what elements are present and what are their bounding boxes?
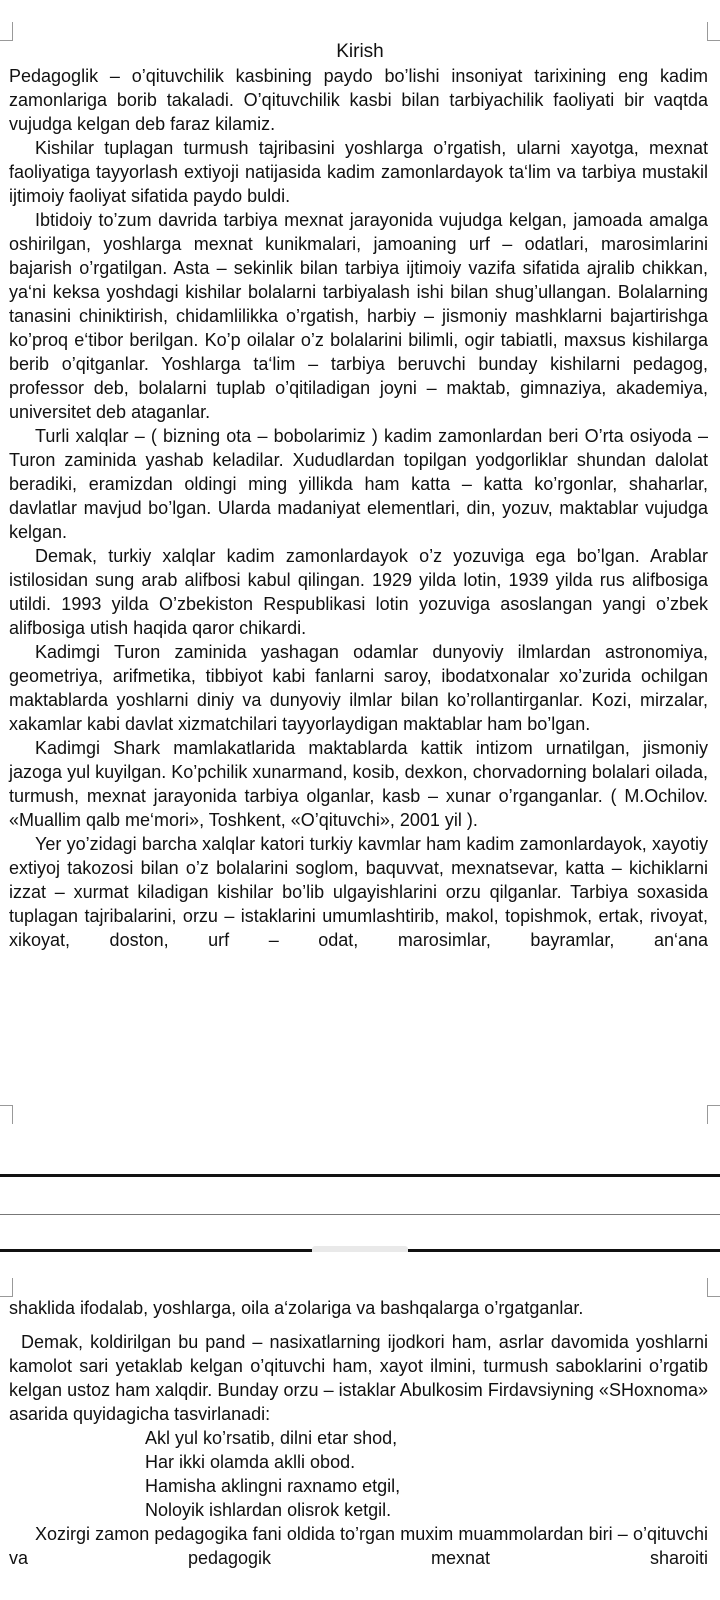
page-body <box>9 64 708 952</box>
paragraph: Ibtidoiy to’zum davrida tarbiya mexnat jarayonida vujudga kelgan, jamoada amalga oshirilgan, yoshlarga mexnat kunikmalari, jamoaning urf – odatlari, marosimlarini bajarish o’rgatilgan. Asta – sekinlik bilan tarbiya ijtimoiy vazifa sifatida ajralib chikkan, ya‘ni keksa yoshdagi kishilar bolalarni tarbiyalash ishi bilan shug’ullangan. Bolalarning tanasini chiniktirish, chidamlilikka o’rgatish, harbiy – jismoniy mashklarni bajartirishga ko’proq e‘tibor berilgan. Ko’p oilalar o’z bolalarini bilimli, ogir tabiatli, maxsus kishilarga berib o’qitganlar. Yoshlarga ta‘lim – tarbiya beruvchi bunday kishilarni pedagog, professor deb, bolalarni tuplab o’qitiladigan joyni – maktab, gimnaziya, akademiya, universitet deb ataganlar. <box>9 210 708 422</box>
page-title: Kirish <box>336 41 384 62</box>
page-body <box>9 1296 708 1570</box>
page-separator <box>0 1214 720 1215</box>
page-separator <box>0 1174 720 1177</box>
paragraph: Kadimgi Turon zaminida yashagan odamlar dunyoviy ilmlardan astronomiya, geometriya, arifmetika, tibbiyot kabi fanlarni saroy, ibodatxonalar xo’zurida ochilgan maktablarda yoshlarni diniy va dunyoviy ilmlar bilan ko’rollantirganlar. Kozi, mirzalar, xakamlar kabi davlat xizmatchilari tayyorlaydigan maktablar ham bo’lgan. <box>9 642 708 734</box>
paragraph: shaklida ifodalab, yoshlarga, oila a‘zolariga va bashqalarga o’rgatganlar. <box>9 1298 584 1318</box>
poem-quote <box>145 1426 708 1522</box>
page-corner-mark <box>0 1105 13 1124</box>
paragraph: Demak, turkiy xalqlar kadim zamonlardayok o’z yozuviga ega bo’lgan. Arablar istilosidan sung arab alifbosi kabul qilingan. 1929 yilda lotin, 1939 yilda rus alifbosiga utildi. 1993 yilda O’zbekiston Respublikasi lotin yozuviga asoslangan yangi o’zbek alifbosiga utish haqida qaror chikardi. <box>9 546 708 638</box>
paragraph: Xozirgi zamon pedagogika fani oldida to’rgan muxim muammolardan biri – o’qituvchi va pedagogik mexnat sharoiti <box>9 1524 708 1568</box>
poem-line: Akl yul ko’rsatib, dilni etar shod, <box>145 1428 398 1448</box>
page-corner-mark <box>707 1105 720 1124</box>
paragraph: Yer yo’zidagi barcha xalqlar katori turkiy kavmlar ham kadim zamonlardayok, xayotiy extiyoj takozosi bilan o’z bolalarini soglom, baquvvat, mexnatsevar, katta – kichiklarni izzat – xurmat kiladigan kishilar bo’lib ulgayishlarini orzu qilganlar. Tarbiya soxasida tuplagan tajribalarini, orzu – istaklarini umumlashtirib, makol, topishmok, ertak, rivoyat, xikoyat, doston, urf – odat, marosimlar, bayramlar, an‘ana <box>9 834 708 950</box>
paragraph: Demak, koldirilgan bu pand – nasixatlarning ijodkori ham, asrlar davomida yoshlarni kamolot sari yetaklab kelgan o’qituvchi ham, xayot ilmini, turmush saboklarini o’rgatib kelgan ustoz ham xalqdir. Bunday orzu – istaklar Abulkosim Firdavsiyning «SHoxnoma» asarida quyidagicha tasvirlanadi: <box>9 1332 708 1424</box>
document-page-2 <box>0 1252 720 1600</box>
page-corner-mark <box>707 1278 720 1297</box>
paragraph: Turli xalqlar – ( bizning ota – bobolarimiz ) kadim zamonlardan beri O’rta osiyoda – Turon zaminida yashab keladilar. Xududlardan topilgan yodgorliklar shundan dalolat beradiki, eramizdan oldingi ming yillikda ham katta – katta ko’rgonlar, shaharlar, davlatlar mavjud bo’lgan. Ularda madaniyat elementlari, din, yozuv, maktablar vujudga kelgan. <box>9 426 708 542</box>
paragraph: Kishilar tuplagan turmush tajribasini yoshlarga o’rgatish, ularni xayotga, mexnat faoliyatiga tayyorlash extiyoji natijasida kadim zamonlardayok ta‘lim va tarbiya mustakil ijtimoiy faoliyat sifatida paydo buldi. <box>9 138 708 206</box>
page-corner-mark <box>707 22 720 41</box>
poem-line: Noloyik ishlardan olisrok ketgil. <box>145 1500 392 1520</box>
page-corner-mark <box>0 1278 13 1297</box>
page-corner-mark <box>0 22 13 41</box>
poem-line: Har ikki olamda aklli obod. <box>145 1452 356 1472</box>
poem-line: Hamisha aklingni raxnamo etgil, <box>145 1476 401 1496</box>
paragraph: Kadimgi Shark mamlakatlarida maktablarda kattik intizom urnatilgan, jismoniy jazoga yul kuyilgan. Ko’pchilik xunarmand, kosib, dexkon, chorvadorning bolalari oilada, turmush, mexnat jarayonida tarbiya olganlar, kasb – xunar o’rganganlar. ( M.Ochilov. «Muallim qalb me‘mori», Toshkent, «O’qituvchi», 2001 yil ). <box>9 738 708 830</box>
paragraph: Pedagoglik – o’qituvchilik kasbining paydo bo’lishi insoniyat tarixining eng kadim zamonlariga borib takaladi. O’qituvchilik kasbi bilan tarbiyachilik faoliyati bir vaqtda vujudga kelgan deb faraz kilamiz. <box>9 66 708 134</box>
